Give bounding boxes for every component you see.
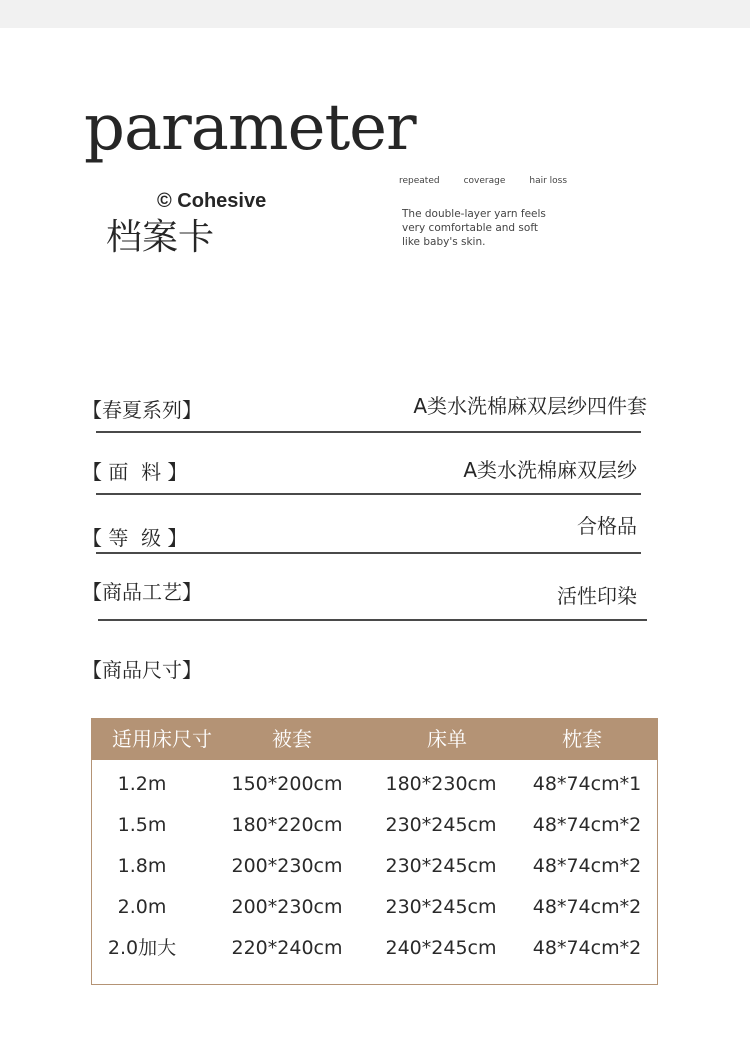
table-cell: 150*200cm [231, 773, 343, 795]
table-cell: 2.0加大 [107, 937, 177, 959]
param-label: 【春夏系列】 [82, 398, 202, 422]
table-cell: 48*74cm*2 [532, 814, 642, 836]
param-label: 【商品工艺】 [82, 580, 202, 604]
param-row-grade [82, 510, 647, 560]
param-value: A类水洗棉麻双层纱四件套 [413, 394, 647, 418]
description-line: The double-layer yarn feels [402, 208, 546, 220]
table-cell: 48*74cm*2 [532, 896, 642, 918]
table-cell: 180*220cm [231, 814, 343, 836]
param-row-material [82, 452, 647, 502]
tag-coverage: coverage [463, 176, 506, 186]
header-cell: 适用床尺寸 [112, 727, 212, 751]
param-value: A类水洗棉麻双层纱 [463, 458, 637, 482]
param-label: 【 面 料 】 [82, 460, 188, 484]
divider [96, 493, 641, 495]
table-cell: 240*245cm [385, 937, 497, 959]
table-cell: 200*230cm [231, 855, 343, 877]
param-row-series [82, 390, 647, 440]
size-section-label: 【商品尺寸】 [82, 658, 202, 682]
table-cell: 48*74cm*2 [532, 937, 642, 959]
table-cell: 48*74cm*1 [532, 773, 642, 795]
table-cell: 180*230cm [385, 773, 497, 795]
table-header [92, 719, 657, 760]
tag-repeated: repeated [399, 176, 440, 186]
table-cell: 48*74cm*2 [532, 855, 642, 877]
param-value: 合格品 [577, 514, 637, 538]
table-cell: 200*230cm [231, 896, 343, 918]
table-cell: 230*245cm [385, 896, 497, 918]
table-cell: 220*240cm [231, 937, 343, 959]
param-label: 【 等 级 】 [82, 526, 188, 550]
param-value: 活性印染 [557, 584, 637, 608]
table-cell: 230*245cm [385, 855, 497, 877]
header-cell: 被套 [272, 727, 312, 751]
divider [96, 552, 641, 554]
param-row-process [82, 574, 647, 624]
description-line: very comfortable and soft [402, 222, 538, 234]
tag-list [399, 176, 567, 186]
divider [98, 619, 647, 621]
table-cell: 1.2m [117, 773, 167, 795]
table-cell: 2.0m [117, 896, 167, 918]
top-bar [0, 0, 750, 28]
cn-title: 档案卡 [106, 217, 215, 258]
tag-hair-loss: hair loss [529, 176, 568, 186]
header-cell: 床单 [427, 727, 467, 751]
description [402, 207, 602, 249]
size-table [91, 718, 658, 985]
description-line: like baby's skin. [402, 236, 486, 248]
brand-label: © Cohesive [157, 190, 267, 212]
table-cell: 1.8m [117, 855, 167, 877]
table-cell: 1.5m [117, 814, 167, 836]
header-cell: 枕套 [562, 727, 602, 751]
page-title: parameter [84, 91, 416, 165]
divider [96, 431, 641, 433]
table-cell: 230*245cm [385, 814, 497, 836]
